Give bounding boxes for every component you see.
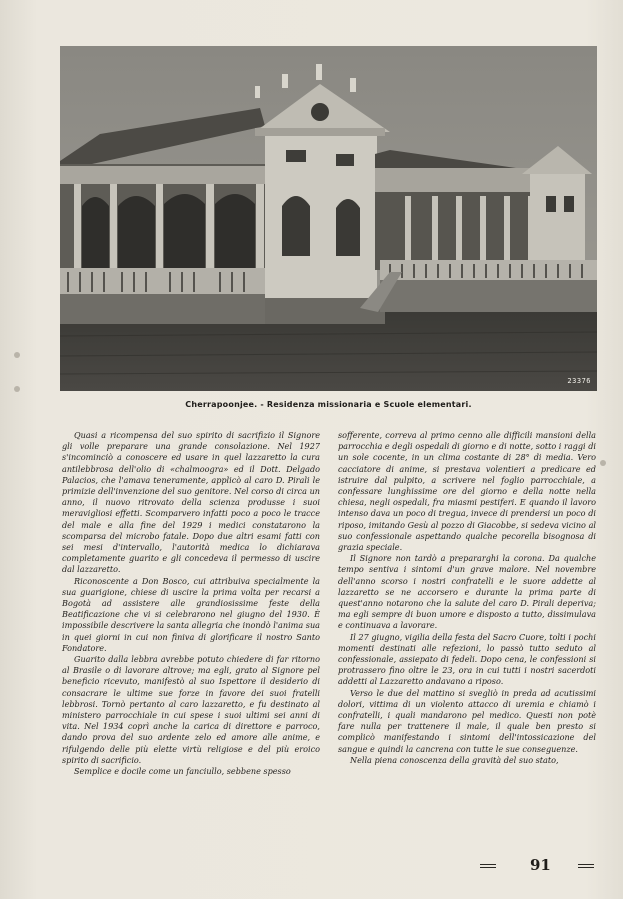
paragraph: Semplice e docile come un fanciullo, sebbene spesso — [74, 766, 291, 777]
paragraph: Guarito dalla lebbra avrebbe potuto chiedere di far ritorno al Brasile o di lavorare altrove; ma egli, grato al Signore pel beneficio ricevuto, manifestò al suo Ispettore il desiderio di consacrare le ultime sue forze in favore dei suoi fratelli lebbrosi. Tornò pertanto al caro lazzaretto, e fu destinato al ministero parrocchiale in cui spese i suoi ultimi sei anni di vita. Nel 1934 coprì anche la carica di direttore e parroco, dando prova del suo ardente zelo ed amore alle anime, e rifulgendo delle più elette virtù religiose e del più eroico spirito di sacrificio. — [62, 654, 320, 765]
page-number: 91 — [530, 856, 551, 874]
paragraph: Il 27 giugno, vigilia della festa del Sacro Cuore, tolti i pochi momenti destinati alle refezioni, lo passò tutto seduto al confessionale, assiepato di fedeli. Dopo cena, le confessioni si protrassero fino oltre le 23, ora in cui tutti i nostri sacerdoti addetti al Lazzaretto andavano a riposo. — [338, 631, 596, 687]
left-column — [62, 430, 320, 777]
ornament-dash — [578, 864, 594, 865]
paragraph: Quasi a ricompensa del suo spirito di sacrifizio il Signore gli volle preparare una grande consolazione. Nel 1927 s'incominciò a conoscere ed usare in quel lazzaretto la cura antilebbrosa dell'olio di «chalmoogra» ed il Dott. Delgado Palacios, che l'amava teneramente, applicò al caro D. Pirali le primizie dell'invenzione del suo genitore. Nel corso di circa un anno, il nuovo ritrovato della scienza produsse i suoi meravigliosi effetti. Scomparvero infatti poco a poco le tracce del male e alla fine del 1929 i medici constatarono la scomparsa del microbo fatale. Dopo due altri esami fatti con sei mesi d'intervallo, l'autorità medica lo dichiarava completamente guarito e gli concedeva il permesso di uscire dal lazzaretto. — [62, 430, 320, 575]
margin-spot — [600, 460, 606, 466]
paragraph: Nella piena conoscenza della gravità del suo stato, — [350, 754, 559, 765]
photo-id-label: 23376 — [567, 377, 591, 385]
building-photo — [60, 46, 597, 391]
paragraph: Verso le due del mattino si svegliò in preda ad acutissimi dolori, vittima di un violento attacco di uremia e chiamò i confratelli, i quali mandarono pel medico. Questi non potè fare nulla per trattenere il male, il quale ben presto si complicò manifestando i sintomi dell'intossicazione del sangue e quindi la cancrena con tutte le sue conseguenze. — [338, 687, 596, 754]
page-footer — [478, 856, 598, 876]
margin-spot — [14, 352, 20, 358]
photo-caption: Cherrapoonjee. - Residenza missionaria e Scuole elementari. — [185, 400, 472, 409]
paragraph: sofferente, correva al primo cenno alle difficili mansioni della parrocchia e degli ospedali di giorno e di notte, sotto i raggi di un sole cocente, in un clima costante di 28° di media. Vero cacciatore di anime, si prestava volentieri a predicare ed istruire dal pulpito, a scrivere nel foglio parrocchiale, a confessare lunghissime ore del giorno e della notte nella chiesa, negli ospedali, fra miasmi pestiferi. E quando il lavoro intenso dava un poco di tregua, invece di prendersi un poco di riposo, imitando Gesù al pozzo di Giacobbe, si sedeva vicino al suo confessionale aspettando qualche pecorella bisognosa di grazia speciale. — [338, 430, 596, 553]
right-column — [338, 430, 596, 766]
building-illustration — [60, 46, 597, 391]
paragraph: Il Signore non tardò a prepararghi la corona. Da qualche tempo sentiva i sintomi d'un grave malore. Nel novembre dell'anno scorso i nostri confratelli e le suore addette al lazzaretto se ne accorsero e durante la prima parte di quest'anno notarono che la salute del caro D. Pirali deperiva; ma egli sempre di buon umore e disposto a tutto, dissimulava e continuava a lavorare. — [338, 553, 596, 631]
margin-spot — [14, 386, 20, 392]
ornament-dash — [480, 864, 496, 865]
paragraph: Riconoscente a Don Bosco, cui attribuiva specialmente la sua guarigione, chiese di uscire la prima volta per recarsi a Bogotà ad assistere alle grandiosissime feste della Beatificazione che vi si celebrarono nel giugno del 1930. È impossibile descrivere la santa allegria che inondò l'anima sua in quei giorni in cui non finiva di glorificare il nostro Santo Fondatore. — [62, 575, 320, 653]
